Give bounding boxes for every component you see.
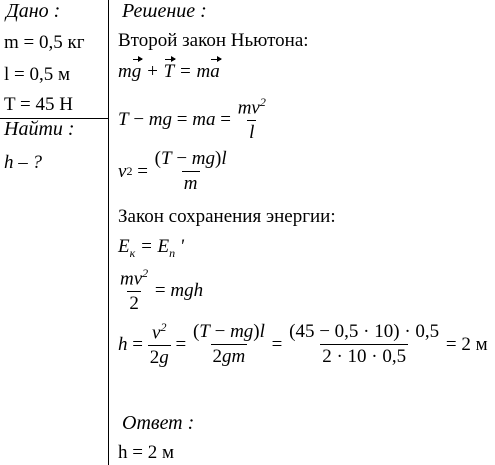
energy-law-label: Закон сохранения энергии: bbox=[118, 206, 336, 227]
answer-value: h = 2 м bbox=[118, 442, 174, 463]
given-length: l = 0,5 м bbox=[4, 64, 71, 85]
newton-vector-equation: mg + T = ma bbox=[118, 61, 220, 82]
energy-equality: $E_к = E_п$ ' bbox=[118, 236, 184, 260]
find-title: Найти : bbox=[4, 118, 75, 140]
given-title: Дано : bbox=[6, 0, 61, 22]
velocity-squared-equation: v 2 = $\frac{(T - mg)l}{m}$ bbox=[118, 148, 227, 194]
solution-title: Решение : bbox=[122, 0, 207, 22]
given-mass: m = 0,5 кг bbox=[4, 32, 85, 53]
newton-law-label: Второй закон Ньютона: bbox=[118, 30, 309, 51]
energy-equation: $\frac{mv^2}{2}$ = mgh bbox=[120, 266, 204, 315]
vertical-divider bbox=[108, 0, 109, 465]
newton-scalar-equation: T − mg = ma = $\frac{mv^2}{l}$ bbox=[118, 95, 266, 144]
answer-title: Ответ : bbox=[122, 412, 195, 434]
given-tension: T = 45 Н bbox=[4, 94, 73, 115]
height-calculation: h = $\frac{v^2}{2g}$ = $\frac{(T - mg)l}{2gm}$ = $\frac{(45 - 0,5 \cdot 10) \cdot 0,5}{2 \cdot 10 \cdot 0,5}$ = 2 м bbox=[118, 320, 488, 369]
find-height: h – ? bbox=[4, 152, 42, 173]
